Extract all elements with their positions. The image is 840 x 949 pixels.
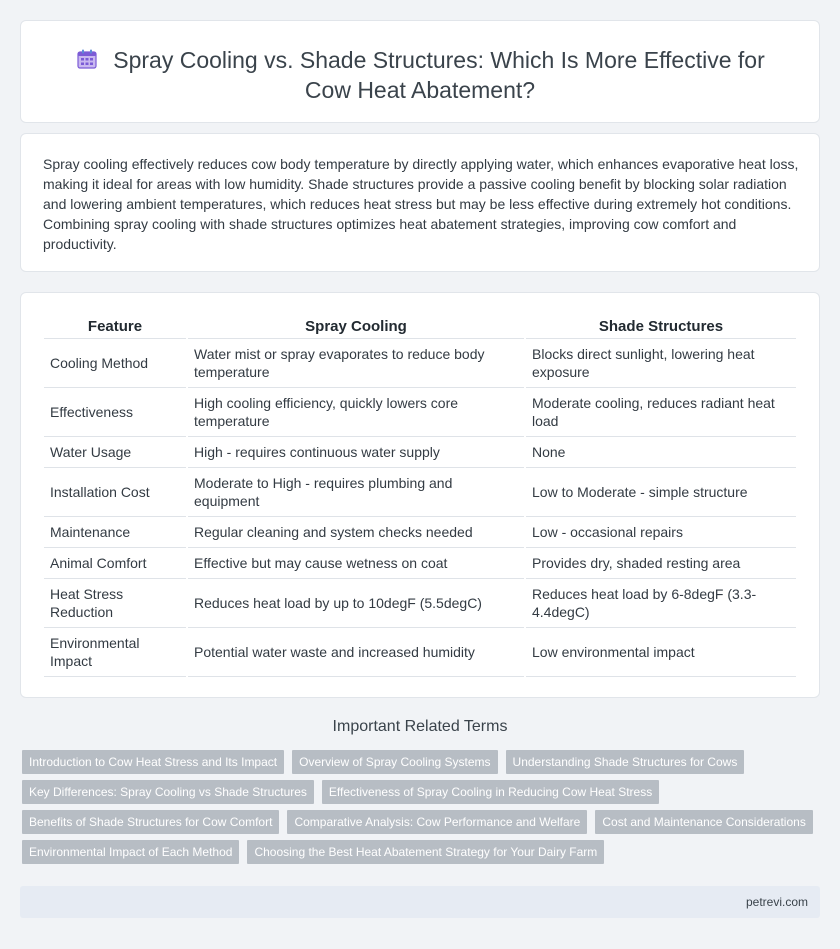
- related-terms-title: Important Related Terms: [332, 718, 508, 735]
- page-title: Spray Cooling vs. Shade Structures: Which Is More Effective for Cow Heat Abatement?: [113, 47, 765, 103]
- row-shade-structures: Provides dry, shaded resting area: [526, 548, 796, 579]
- header-shade-structures: Shade Structures: [526, 313, 796, 339]
- row-shade-structures: Low to Moderate - simple structure: [526, 468, 796, 517]
- row-spray-cooling: Potential water waste and increased humidity: [188, 628, 524, 677]
- footer-site-link[interactable]: petrevi.com: [745, 895, 808, 909]
- table-row: [44, 339, 796, 388]
- related-term-tag[interactable]: Choosing the Best Heat Abatement Strategy for Your Dairy Farm: [247, 840, 604, 864]
- related-term-tag[interactable]: Understanding Shade Structures for Cows: [506, 750, 745, 774]
- row-shade-structures: Blocks direct sunlight, lowering heat exposure: [526, 339, 796, 388]
- table-row: [44, 628, 796, 677]
- row-spray-cooling: High cooling efficiency, quickly lowers core temperature: [188, 388, 524, 437]
- summary-card: [20, 133, 820, 272]
- row-feature: Heat Stress Reduction: [44, 579, 186, 628]
- related-term-tag[interactable]: Cost and Maintenance Considerations: [595, 810, 812, 834]
- row-feature: Installation Cost: [44, 468, 186, 517]
- calendar-icon: [75, 47, 99, 71]
- row-feature: Maintenance: [44, 517, 186, 548]
- row-spray-cooling: Water mist or spray evaporates to reduce body temperature: [188, 339, 524, 388]
- table-row: [44, 579, 796, 628]
- row-feature: Water Usage: [44, 437, 186, 468]
- row-feature: Cooling Method: [44, 339, 186, 388]
- related-term-tag[interactable]: Comparative Analysis: Cow Performance and Welfare: [287, 810, 587, 834]
- summary-text: Spray cooling effectively reduces cow body temperature by directly applying water, which enhances evaporative heat loss, making it ideal for areas with low humidity. Shade structures provide a passive cooling benefit by blocking solar radiation and lowering ambient temperatures, which reduces heat stress but may be less effective during extremely hot conditions. Combining spray cooling with shade structures optimizes heat abatement strategies, improving cow comfort and productivity.: [43, 156, 799, 252]
- header-spray-cooling: Spray Cooling: [188, 313, 524, 339]
- row-spray-cooling: Regular cleaning and system checks needed: [188, 517, 524, 548]
- table-row: [44, 468, 796, 517]
- row-spray-cooling: Effective but may cause wetness on coat: [188, 548, 524, 579]
- related-term-tag[interactable]: Introduction to Cow Heat Stress and Its Impact: [22, 750, 284, 774]
- row-shade-structures: None: [526, 437, 796, 468]
- row-feature: Animal Comfort: [44, 548, 186, 579]
- table-header-row: [44, 313, 796, 339]
- row-feature: Effectiveness: [44, 388, 186, 437]
- row-spray-cooling: High - requires continuous water supply: [188, 437, 524, 468]
- header-feature: Feature: [44, 313, 186, 339]
- related-term-tag[interactable]: Overview of Spray Cooling Systems: [292, 750, 497, 774]
- related-term-tag[interactable]: Effectiveness of Spray Cooling in Reducing Cow Heat Stress: [322, 780, 659, 804]
- related-term-tag[interactable]: Environmental Impact of Each Method: [22, 840, 239, 864]
- row-shade-structures: Reduces heat load by 6-8degF (3.3-4.4degC): [526, 579, 796, 628]
- row-spray-cooling: Moderate to High - requires plumbing and equipment: [188, 468, 524, 517]
- related-term-tag[interactable]: Key Differences: Spray Cooling vs Shade Structures: [22, 780, 314, 804]
- row-shade-structures: Low environmental impact: [526, 628, 796, 677]
- comparison-table: [42, 313, 798, 677]
- row-shade-structures: Low - occasional repairs: [526, 517, 796, 548]
- comparison-table-card: [20, 292, 820, 698]
- row-spray-cooling: Reduces heat load by up to 10degF (5.5degC): [188, 579, 524, 628]
- table-row: [44, 437, 796, 468]
- table-row: [44, 548, 796, 579]
- table-row: [44, 517, 796, 548]
- table-row: [44, 388, 796, 437]
- page-title-wrap: [21, 45, 819, 105]
- related-term-tag[interactable]: Benefits of Shade Structures for Cow Comfort: [22, 810, 279, 834]
- row-shade-structures: Moderate cooling, reduces radiant heat load: [526, 388, 796, 437]
- related-terms-list: [22, 750, 822, 864]
- footer: [20, 886, 820, 918]
- title-card: [20, 20, 820, 123]
- row-feature: Environmental Impact: [44, 628, 186, 677]
